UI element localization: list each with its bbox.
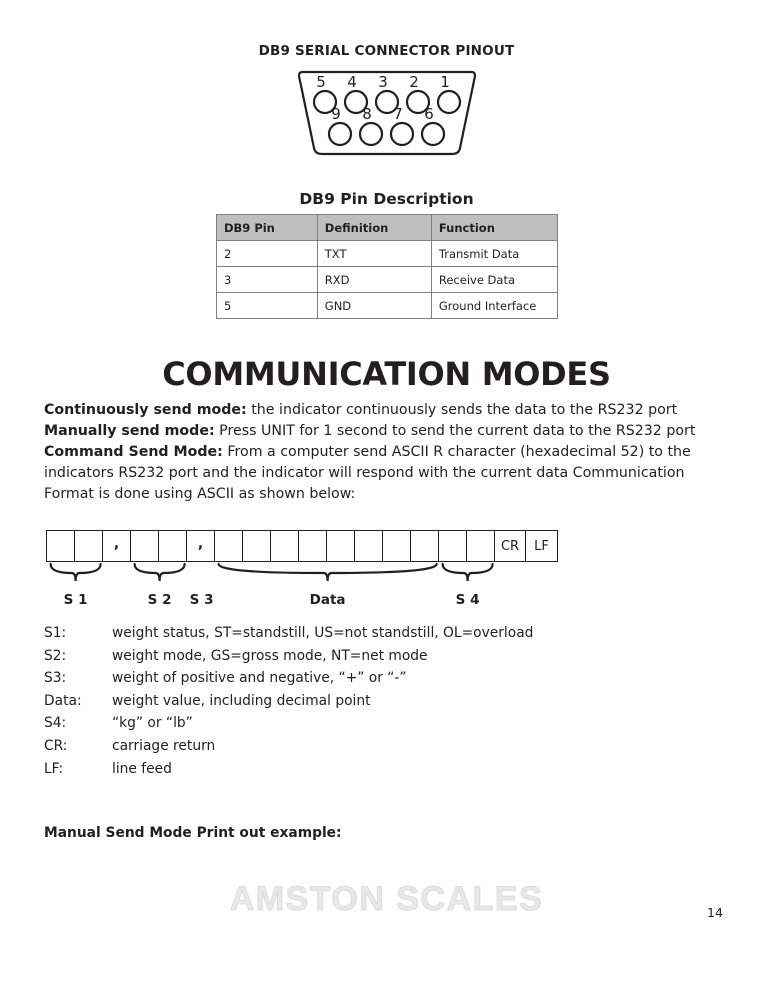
definition-row <box>44 758 704 781</box>
paragraph-text: the indicator continuously sends the data to the RS232 port <box>246 402 678 418</box>
ascii-cell-empty <box>159 531 187 561</box>
cell-function: Receive Data <box>431 267 557 293</box>
column-header-definition: Definition <box>317 215 431 241</box>
segment-label-s1: S 1 <box>63 592 88 608</box>
definition-row <box>44 645 704 668</box>
paragraph-command-send-mode <box>44 442 734 505</box>
db9-pin-label-3: 3 <box>378 73 388 91</box>
db9-pin-label-5: 5 <box>316 73 326 91</box>
db9-pin-label-7: 7 <box>393 105 403 123</box>
amston-scales-watermark: AMSTON SCALES <box>229 880 544 918</box>
definition-value: weight value, including decimal point <box>112 692 371 709</box>
ascii-cell-empty <box>271 531 299 561</box>
definition-value: “kg” or “lb” <box>112 715 193 732</box>
segment-label-data: Data <box>309 592 346 608</box>
definition-row <box>44 690 704 713</box>
paragraph-text: Press UNIT for 1 second to send the current data to the RS232 port <box>214 423 696 439</box>
ascii-format-strip <box>46 530 558 562</box>
segment-labels <box>46 592 566 612</box>
definition-row <box>44 712 704 735</box>
brace-data <box>219 564 437 581</box>
section-heading: COMMUNICATION MODES <box>162 355 611 393</box>
pinout-title: DB9 SERIAL CONNECTOR PINOUT <box>258 43 515 59</box>
paragraph-lead-label: Continuously send mode: <box>44 402 247 418</box>
ascii-cell-lf: LF <box>534 538 549 554</box>
segment-braces <box>46 562 566 584</box>
db9-pin-description-table <box>216 214 558 319</box>
definition-key: S1: <box>44 625 67 641</box>
cell-pin: 5 <box>217 293 318 319</box>
ascii-cell-empty <box>243 531 271 561</box>
brace-s1 <box>51 564 101 581</box>
db9-pin-label-1: 1 <box>440 73 450 91</box>
db9-pin-label-4: 4 <box>347 73 357 91</box>
definition-key: S4: <box>44 715 67 732</box>
definition-key: S2: <box>44 647 67 664</box>
db9-pin-label-9: 9 <box>331 105 341 123</box>
paragraph-continuously-send-mode <box>44 400 734 421</box>
definition-value: line feed <box>112 760 172 777</box>
db9-pin-label-6: 6 <box>424 105 434 123</box>
definition-value: weight of positive and negative, “+” or “-” <box>112 670 407 687</box>
brace-s2 <box>135 564 185 581</box>
cell-definition: RXD <box>317 267 431 293</box>
column-header-function: Function <box>431 215 557 241</box>
brace-s4 <box>443 564 493 581</box>
pin-table-title: DB9 Pin Description <box>299 190 474 208</box>
ascii-cell-empty <box>355 531 383 561</box>
field-definitions-list <box>44 622 704 780</box>
ascii-cell-empty <box>439 531 467 561</box>
table-row <box>217 267 558 293</box>
ascii-cell-cr: CR <box>495 531 526 561</box>
ascii-cell-empty <box>327 531 355 561</box>
definition-key: LF: <box>44 760 64 777</box>
table-row <box>217 241 558 267</box>
definition-value: weight mode, GS=gross mode, NT=net mode <box>112 647 428 664</box>
ascii-cell-empty <box>411 531 439 561</box>
cell-function: Ground Interface <box>431 293 557 319</box>
db9-connector-diagram <box>296 68 478 158</box>
definition-row <box>44 667 704 690</box>
cell-pin: 2 <box>217 241 318 267</box>
definition-value: weight status, ST=standstill, US=not standstill, OL=overload <box>112 625 534 641</box>
definition-value: carriage return <box>112 737 216 754</box>
cell-function: Transmit Data <box>431 241 557 267</box>
ascii-cell-empty <box>75 531 103 561</box>
paragraph-manually-send-mode <box>44 421 734 442</box>
cell-definition: GND <box>317 293 431 319</box>
ascii-cell-comma: , <box>103 531 131 561</box>
paragraph-text: From a computer send ASCII R character (hexadecimal 52) to the indicators RS232 port and the indicator will respond with the current data Communication Format is done using ASCII as shown below: <box>44 444 691 502</box>
segment-label-s4: S 4 <box>455 592 480 608</box>
definition-key: Data: <box>44 692 82 709</box>
table-header-row <box>217 215 558 241</box>
page-number: 14 <box>707 905 723 920</box>
db9-pin-label-2: 2 <box>409 73 419 91</box>
ascii-cell-empty <box>47 531 75 561</box>
paragraph-lead-label: Manually send mode: <box>44 423 215 439</box>
definition-key: CR: <box>44 737 68 754</box>
ascii-cell-empty <box>215 531 243 561</box>
definition-row <box>44 735 704 758</box>
ascii-cell-empty <box>383 531 411 561</box>
paragraph-lead-label: Command Send Mode: <box>44 444 223 460</box>
segment-label-s2: S 2 <box>147 592 172 608</box>
column-header-db9-pin: DB9 Pin <box>217 215 318 241</box>
cell-pin: 3 <box>217 267 318 293</box>
ascii-cell-empty <box>467 531 495 561</box>
ascii-cell-empty <box>299 531 327 561</box>
cell-definition: TXT <box>317 241 431 267</box>
db9-pin-label-8: 8 <box>362 105 372 123</box>
communication-modes-body <box>44 400 734 505</box>
ascii-cell-empty <box>131 531 159 561</box>
definition-row <box>44 622 704 645</box>
table-row <box>217 293 558 319</box>
print-out-example-label: Manual Send Mode Print out example: <box>44 825 342 841</box>
ascii-cell-comma: , <box>187 531 215 561</box>
definition-key: S3: <box>44 670 67 687</box>
segment-label-s3: S 3 <box>189 592 214 608</box>
